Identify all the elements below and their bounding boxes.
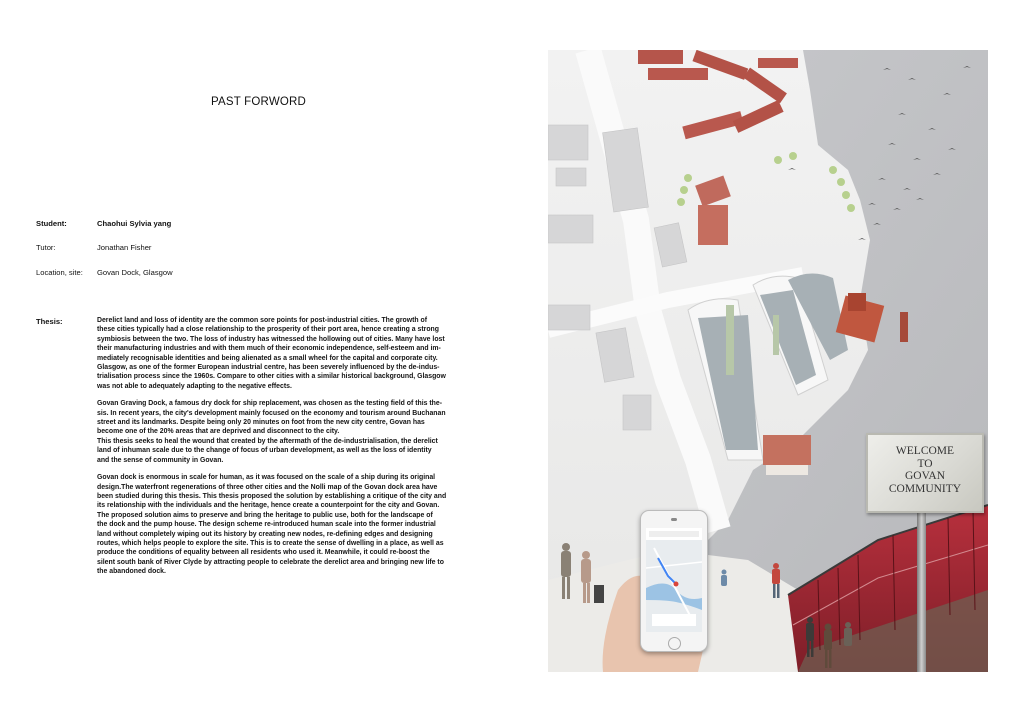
thesis-line: Govan dock is enormous in scale for human, as it was focused on the scale of a ship during its original [97,474,436,482]
thesis-line: Govan Graving Dock, a famous dry dock for ship replacement, was chosen as the testing field of this the- [97,400,442,408]
thesis-line: been studied during this thesis. This thesis proposed the solution by establishing a critique of the city and [97,492,447,500]
phone-camera [671,518,677,521]
student-value: Chaohui Sylvia yang [97,219,172,228]
thesis-line: Derelict land and loss of identity are the common sore points for post-industrial cities. The growth of [97,317,428,324]
thesis-paragraph [97,316,497,391]
tutor-value: Jonathan Fisher [97,243,152,252]
thesis-line: mediately recognisable identities and being alienated as a small wheel for the capital and corporate city. [97,354,438,362]
thesis-line: silent south bank of River Clyde by attracting people to celebrate the derelict area and bringing new life to [97,558,444,566]
sign-line: WELCOME [895,445,955,457]
thesis-line: was not able to adequately adapting to the negative effects. [97,382,292,390]
thesis-line: the dock and the pump house. The design scheme re-introduced human scale into the former industrial [97,521,436,529]
student-label: Student: [36,219,67,228]
page-title: PAST FORWORD [211,96,307,108]
thesis-line: land of inhuman scale due to the change of focus of urban development, as well as the loss of identity [97,447,432,455]
thesis-line: sis. In recent years, the city's development mainly focused on the economy and tourism around Buchanan [97,409,446,417]
thesis-paragraph [97,399,497,465]
thesis-line: This thesis seeks to heal the wound that created by the aftermath of the de-industrialisation, the derelict [97,437,438,445]
thesis-line: land without completely wiping out its history by creating new nodes, re-defining edges and designing [97,530,433,538]
thesis-line: trialisation process since the 1960s. Compare to other cities with a similar historical background, Glasgow [97,373,446,381]
sign-line: TO [917,457,933,470]
thesis-line: produce the conditions of equality between all residents who used it. Meanwhile, it could re-boost the [97,549,430,557]
thesis-line: its relationship with the individuals and the heritage, hence create a counterpoint for the city and Govan. [97,502,440,510]
phone-home-button [668,637,681,650]
sign-line: COMMUNITY [888,482,962,495]
location-value: Govan Dock, Glasgow [97,268,173,277]
thesis-line: these cities typically had a close relationship to the prosperity of their port area, hence creating a strong [97,326,439,334]
thesis-label: Thesis: [36,317,63,326]
phone-map-icon [646,528,702,632]
thesis-line: design.The waterfront regenerations of three other cities and the Nolli map of the Govan dock area have [97,483,438,491]
thesis-body [97,316,497,585]
sign-line: GOVAN [904,470,946,482]
thesis-line: their manufacturing industries and with them much of their economic independence, self-esteem and im- [97,345,441,353]
tutor-label: Tutor: [36,243,56,252]
thesis-line: The proposed solution aims to preserve and bring the heritage to public use, both for the landscape of [97,511,433,519]
site-rendering [548,50,988,672]
thesis-line: symbiosis between the two. The loss of industry has witnessed the hollowing out of cities. Many have lost [97,335,445,343]
welcome-sign [866,433,984,513]
sign-post [917,511,926,672]
thesis-line: street and its landmarks. Despite being only 20 minutes on foot from the new city centre, Govan has [97,419,425,427]
smartphone [640,510,708,652]
red-pavilion [763,435,811,475]
thesis-line: the abandoned dock. [97,568,166,576]
thesis-line: become one of the 20% areas that are deprived and disconnect to the city. [97,428,340,436]
thesis-line: Glasgow, as one of the former European industrial centre, has been severely influenced by the de-indus- [97,364,440,372]
thesis-paragraph [97,473,497,576]
phone-map-screen [646,528,702,632]
location-label: Location, site: [36,268,83,277]
thesis-line: and the sense of community in Govan. [97,456,224,464]
thesis-line: routes, which helps people to explore the site. This is to create the sense of dwelling in a place, as well as [97,539,444,547]
